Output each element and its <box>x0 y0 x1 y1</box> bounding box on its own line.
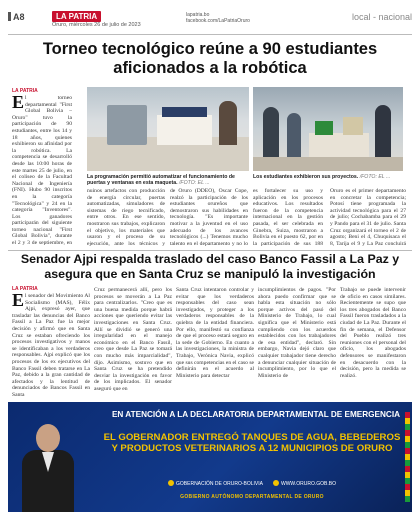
photo2-caption-text: Los estudiantes exhibieron sus proyectos. <box>253 174 359 180</box>
article1-photo1-caption <box>87 174 249 186</box>
ad-contact1-text: GOBERNACIÓN DE ORURO-BOLIVIA <box>176 481 263 487</box>
header-site: lapatria.bo <box>186 12 210 18</box>
article2-col1-text: l senador del Movimiento Al Socialismo (MAS), Félix Ajpi, expresó ayer, que trasladar las denuncias del Banco Fassil a La Paz fue la mejor decisión y afirmó que en Santa Cruz se estaban ofreciendo los procesos investigativos y manos se identificaban a los verdaderos responsables. Ajpi explicó que los procesos de los ex ejecutivos del Banco Fassil deben tratarse en La Paz, debido a la gran cantidad de afectados y la lentitud de denunciados de Bancos Fassil en Santa <box>12 293 90 398</box>
ad-contact-web <box>273 480 336 487</box>
article2-column-1 <box>12 293 90 398</box>
article1-column-1 <box>12 95 72 247</box>
article2-column-3: Santa Cruz intentaron controlar y evitar que los verdaderos responsables del caso sean investigados, y proteger a los verdaderos responsables de la quiebra de la entidad financiera. Por ello, manifestó su confianza de que el proceso estará seguro en la sede de Gobierno. En cuanto a las investigaciones, la ministra de Trabajo, Verónica Navia, explicó que sus competencias en el caso se definirán en el acuerdo al Ministerio para detectar <box>176 287 254 379</box>
photo2-credit: /FOTO: EL ... <box>359 174 391 180</box>
article1-column-5: Oruro es el primer departamento en concretar la competencia; Potosí tiene programada la actividad tecnológica para el 27 de julio; Cochabamba para el 29 y Pando para el 31 de julio. Santa Cruz organizará el torneo el 2 de agosto; Beni el 4, Chuquisaca el 8, Tarija el 9 y La Paz concluirá <box>330 188 406 247</box>
article1-photo-students <box>253 87 403 171</box>
page-header <box>8 10 412 32</box>
ad-top-line: EN ATENCIÓN A LA DECLARATORIA DEPARTAMENTAL DE EMERGENCIA <box>111 410 401 419</box>
ad-contact-facebook <box>168 480 263 487</box>
government-advertisement <box>8 402 412 512</box>
facebook-icon <box>168 480 174 486</box>
article2-column-2: Cruz permanecerá allí, pero los procesos se moverán a La Paz para centralizarlos. "Creo que es una buena medida porque habrá acciones que queriendo evitar las investigaciones en Santa Cruz. Allí se dividió se generó una irregularidad en el manejo económico en el Banco Fassil, creo que desde La Paz se tomará con mucho más imparcialidad", dijo. Asimismo, sostuvo que en Santa Cruz se ha pretendido desviar la investigación en favor de los implicados. El senador aseguró que en <box>94 287 172 392</box>
photo1-caption-text: La programación permitió automatizar el funcionamiento de puertas y ventanas en esta maqueta. <box>87 174 235 186</box>
article1-headline: Torneo tecnológico reúne a 90 estudiantes aficionados a la robótica <box>42 40 378 77</box>
ad-headline: EL GOBERNADOR ENTREGÓ TANQUES DE AGUA, BEBEDEROS Y PRODUCTOS VETERINARIOS A 12 MUNICIPIOS DE ORURO <box>103 432 401 454</box>
article1-dropcap: E <box>12 95 25 112</box>
article1-location: LA PATRIA <box>12 88 38 94</box>
article2-headline: Senador Ajpi respalda traslado del caso Banco Fassil a La Paz y asegura que en Santa Cruz se manipuló la investigación <box>20 252 400 281</box>
governor-photo <box>20 424 76 512</box>
article1-column-4: es fortalecer su uso y aplicación en los procesos educativos. Los resultados fueron de la competencia internacional en la gestión pasada, el ser celebrada en Ginebra, Suiza, mostraron a Bolivia en el puesto 62, por en la participación de sus 188 <box>253 188 323 247</box>
article2-dropcap: E <box>12 293 25 310</box>
article-divider <box>8 250 412 251</box>
header-facebook: facebook.com/LaPatriaOruro <box>186 18 250 24</box>
article1-photo2-caption <box>253 174 403 180</box>
article1-column-2: nuinos artefactos con producción de energía circular, puertas automatizadas, simuladores de sistemas de riego tecnificado, entre otros. En ese sentido, mostraron sus trabajos, explicaron el objetivo, los materiales que usaron y el proceso de su ejecución, ante los técnicos y <box>87 188 165 247</box>
article1-col1-text: l torneo departamental "First Global Bolivia – Oruro" tuvo la participación de 90 estudiantes, entre los 14 y 18 años, quienes exhibieron su afinidad por la robótica. La competencia se desarrolló desde las 10:00 horas de este martes 25 de julio, en el coliseo de la Facultad Nacional de Ingeniería (FNI). Hubo 90 inscritos en la categoría "Tecnológica" y 24 en la categoría "Inventores". Los ganadores participarán del siguiente torneo nacional "First Global Bolivia", durante el 2 y 3 de septiembre, en <box>12 95 72 247</box>
article2-column-5: Trabajo se puede intervenir de oficio en casos similares. Recientemente se supo que los tres abogados del Banco Fassil fueron trasladados a la ciudad de La Paz. Durante el fin de semana, el Defensor del Pueblo realizó tres reuniones con el personal del oficio, los abogados defensores se manifestaron en desacuerdo con la decisión, pero la medida se realizó. <box>340 287 406 379</box>
edition-date: Oruro, miércoles 26 de julio de 2023 <box>52 22 141 28</box>
ad-contacts <box>100 480 404 487</box>
article1-photo-model-house <box>87 87 249 171</box>
page-number: A8 <box>8 12 25 22</box>
header-contact <box>186 12 250 24</box>
photo1-credit: /FOTO: EL ... <box>178 180 210 186</box>
governor-head <box>36 424 60 452</box>
article1-column-3: de Oruro (DDEO), Oscar Cope, realzó la participación de los estudiantes orureños que demostraron sus habilidades en tecnología. "Es importante motivar a la juventud en el uso adecuado de los avances tecnológicos (...) Tenemos mucho talento en el departamento y no lo <box>170 188 248 247</box>
ad-contact2-text: WWW.ORURO.GOB.BO <box>280 481 336 487</box>
ad-flag-stripe <box>405 412 410 502</box>
article2-location: LA PATRIA <box>12 286 38 292</box>
globe-icon <box>273 480 279 486</box>
article2-column-4: incumplimientos de pagos. "Por ahora puedo confirmar que se habla esta situación no sólo porque activos del pasó del Ministerio de Trabajo, lo cual significa que el Ministerio está cumpliendo con los acuerdos establecidos con los trabajadores de esa entidad", declaró. Sin embargo, Navia dejó claro que cualquier trabajador tiene derecho a denunciar cualquier situación de incumplimiento, por lo que el Ministerio de <box>258 287 336 379</box>
ad-slogan: GOBIERNO AUTÓNOMO DEPARTAMENTAL DE ORURO <box>180 494 324 500</box>
newspaper-logo: LA PATRIA <box>52 11 101 22</box>
header-divider <box>8 34 412 35</box>
section-label: local - nacional <box>351 12 412 22</box>
